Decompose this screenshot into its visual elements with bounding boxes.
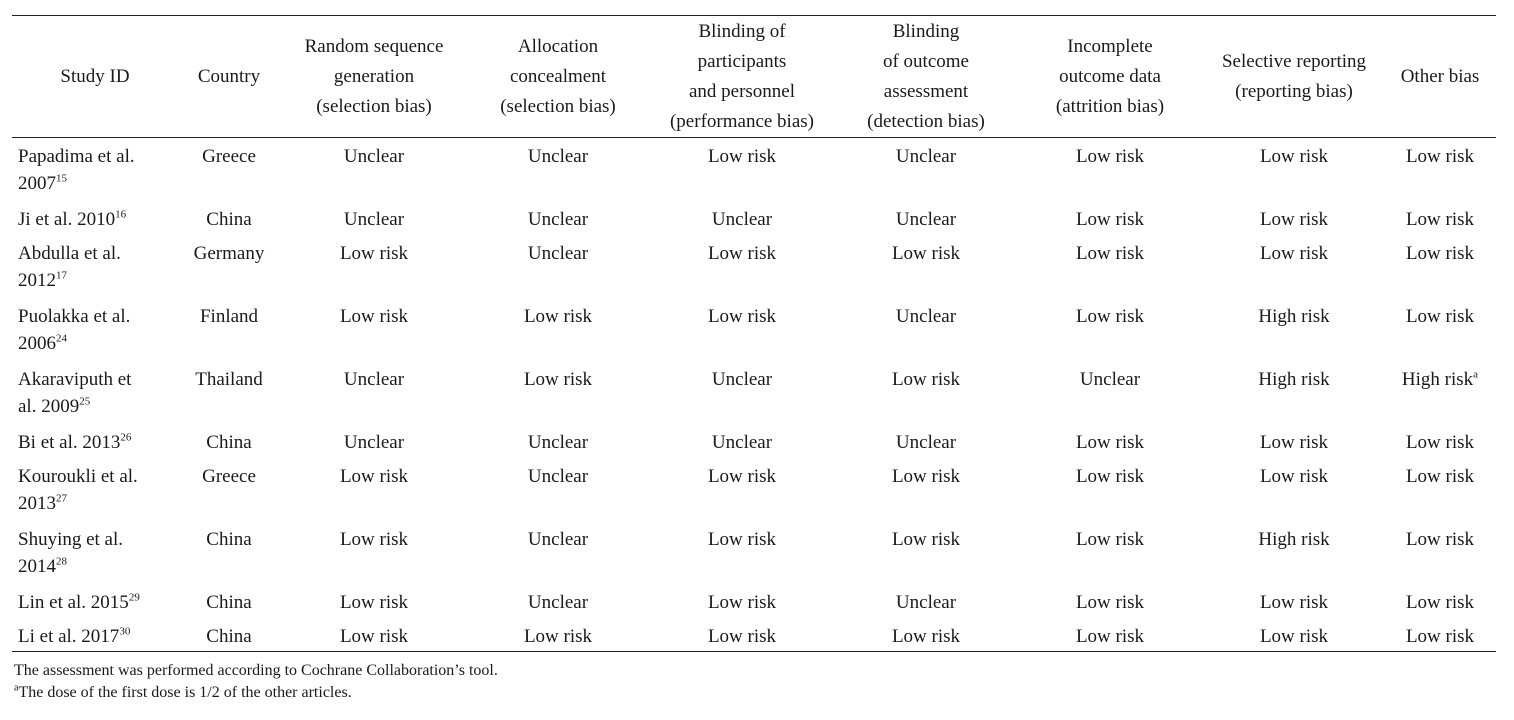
country-cell	[178, 138, 280, 201]
risk-value: Low risk	[707, 305, 777, 327]
reference-number: 15	[56, 172, 67, 185]
risk-value: Low risk	[1259, 465, 1329, 487]
risk-cell	[836, 618, 1016, 652]
risk-cell	[280, 138, 468, 201]
column-header-line: Blinding of	[698, 20, 786, 42]
column-header-line: Random sequence	[304, 35, 444, 57]
risk-value: Low risk	[1259, 208, 1329, 230]
reference-number: 28	[56, 555, 67, 568]
column-header	[1384, 16, 1496, 138]
column-header-line: (reporting bias)	[1235, 80, 1353, 102]
column-header-line: (selection bias)	[316, 95, 432, 117]
risk-value: Unclear	[527, 465, 589, 487]
table-row	[12, 521, 1496, 584]
study-id-cell	[12, 138, 178, 201]
country-cell	[178, 424, 280, 458]
risk-cell	[468, 521, 648, 584]
risk-value: Unclear	[895, 591, 957, 613]
column-header-line: and personnel	[688, 80, 796, 102]
risk-value: Unclear	[711, 368, 773, 390]
column-header	[1016, 16, 1204, 138]
study-id-cell	[12, 584, 178, 618]
risk-value: Unclear	[343, 431, 405, 453]
risk-cell	[1204, 201, 1384, 235]
risk-cell	[1016, 424, 1204, 458]
risk-value: Unclear	[527, 591, 589, 613]
risk-cell	[648, 298, 836, 361]
risk-value: Unclear	[711, 208, 773, 230]
country-cell	[178, 235, 280, 298]
risk-cell	[468, 201, 648, 235]
risk-value: Low risk	[707, 625, 777, 647]
risk-cell	[836, 298, 1016, 361]
risk-value: Unclear	[895, 146, 957, 167]
country-text: Greece	[202, 146, 256, 167]
risk-value: Low risk	[1259, 146, 1329, 167]
risk-value: Low risk	[523, 368, 593, 390]
risk-cell	[648, 361, 836, 424]
risk-cell	[468, 298, 648, 361]
column-header	[1204, 16, 1384, 138]
risk-value: High risk	[1258, 528, 1330, 550]
column-header-line: Selective reporting	[1221, 50, 1367, 72]
reference-number: 17	[56, 269, 67, 282]
risk-value: Unclear	[343, 146, 405, 167]
risk-value: Low risk	[1075, 305, 1145, 327]
table-header	[12, 16, 1496, 138]
risk-cell	[468, 424, 648, 458]
footnote-a	[14, 682, 498, 704]
risk-cell	[1016, 138, 1204, 201]
risk-cell	[280, 235, 468, 298]
country-text: Finland	[199, 305, 259, 327]
column-header-line: concealment	[509, 65, 606, 87]
study-id-text: al. 2009	[18, 395, 80, 417]
table-row	[12, 458, 1496, 521]
risk-cell	[1204, 138, 1384, 201]
risk-cell	[836, 521, 1016, 584]
risk-cell	[280, 361, 468, 424]
risk-value: Low risk	[1259, 625, 1329, 647]
table-row	[12, 424, 1496, 458]
risk-cell	[1384, 201, 1496, 235]
column-header-line: Incomplete	[1067, 35, 1153, 57]
column-header-line: assessment	[883, 80, 969, 102]
risk-cell	[1016, 235, 1204, 298]
footnote-marker: a	[14, 682, 19, 694]
risk-cell	[280, 424, 468, 458]
risk-cell	[836, 424, 1016, 458]
study-id-text: Puolakka et al.	[18, 305, 131, 327]
risk-cell	[1016, 584, 1204, 618]
risk-cell	[648, 235, 836, 298]
table-row	[12, 138, 1496, 201]
risk-value: Low risk	[1075, 528, 1145, 550]
risk-cell	[280, 521, 468, 584]
study-id-text: 2006	[18, 332, 56, 354]
risk-cell	[1384, 584, 1496, 618]
risk-value: High risk	[1258, 368, 1330, 390]
risk-cell	[1384, 361, 1496, 424]
risk-cell	[1016, 361, 1204, 424]
risk-cell	[468, 138, 648, 201]
study-id-text: Bi et al. 2013	[18, 431, 121, 453]
risk-value: Low risk	[707, 465, 777, 487]
risk-cell	[1204, 424, 1384, 458]
risk-value: Unclear	[527, 528, 589, 550]
risk-value: Low risk	[1075, 625, 1145, 647]
country-text: China	[206, 591, 252, 613]
risk-cell	[836, 361, 1016, 424]
study-id-cell	[12, 235, 178, 298]
study-id-text: 2014	[18, 555, 56, 577]
risk-value: Low risk	[339, 625, 409, 647]
risk-cell	[280, 584, 468, 618]
country-cell	[178, 458, 280, 521]
risk-value: Low risk	[1259, 431, 1329, 453]
country-text: Germany	[193, 242, 265, 264]
column-header-line: participants	[697, 50, 787, 72]
country-cell	[178, 618, 280, 652]
risk-value: Low risk	[891, 368, 961, 390]
risk-value: Unclear	[527, 208, 589, 230]
study-id-cell	[12, 424, 178, 458]
table-row	[12, 584, 1496, 618]
risk-value: Low risk	[339, 528, 409, 550]
risk-cell	[280, 201, 468, 235]
risk-cell	[1204, 235, 1384, 298]
study-id-text: Abdulla et al.	[18, 242, 121, 264]
risk-value: Low risk	[1405, 465, 1475, 487]
study-id-cell	[12, 298, 178, 361]
risk-cell	[1384, 458, 1496, 521]
column-header-line: Allocation	[517, 35, 599, 57]
column-header-line: (performance bias)	[669, 110, 814, 132]
country-text: Greece	[202, 465, 256, 487]
column-header-line: outcome data	[1059, 65, 1161, 87]
country-cell	[178, 201, 280, 235]
risk-value: Low risk	[1259, 242, 1329, 264]
risk-cell	[1204, 618, 1384, 652]
risk-cell	[1204, 298, 1384, 361]
risk-cell	[1384, 618, 1496, 652]
table-row	[12, 235, 1496, 298]
table-row	[12, 298, 1496, 361]
risk-value: Low risk	[1259, 591, 1329, 613]
risk-value: Low risk	[339, 465, 409, 487]
study-id-text: Shuying et al.	[18, 528, 124, 550]
risk-cell	[468, 618, 648, 652]
risk-value: High risk	[1258, 305, 1330, 327]
risk-cell	[648, 138, 836, 201]
risk-value: Low risk	[1075, 208, 1145, 230]
country-cell	[178, 521, 280, 584]
risk-value: Low risk	[1405, 146, 1475, 167]
risk-value: Low risk	[707, 591, 777, 613]
risk-value: Unclear	[1079, 368, 1141, 390]
study-id-text: Papadima et al.	[18, 146, 135, 167]
column-header	[648, 16, 836, 138]
risk-value: Low risk	[1405, 528, 1475, 550]
column-header-line: (detection bias)	[867, 110, 985, 132]
risk-cell	[1204, 361, 1384, 424]
study-id-text: Akaraviputh et	[18, 368, 132, 390]
risk-value: Low risk	[339, 591, 409, 613]
risk-cell	[836, 201, 1016, 235]
risk-value: Low risk	[1075, 146, 1145, 167]
risk-value: Unclear	[895, 305, 957, 327]
study-id-text: Lin et al. 2015	[18, 591, 129, 613]
footnote-marker: a	[1473, 368, 1479, 381]
risk-value: Low risk	[891, 242, 961, 264]
risk-value: Unclear	[343, 208, 405, 230]
risk-value: Low risk	[707, 528, 777, 550]
risk-value: Low risk	[1405, 305, 1475, 327]
risk-cell	[1204, 521, 1384, 584]
risk-cell	[468, 584, 648, 618]
risk-value: Low risk	[1075, 431, 1145, 453]
column-header-line: Other bias	[1400, 65, 1480, 87]
study-id-cell	[12, 618, 178, 652]
risk-cell	[1016, 618, 1204, 652]
column-header-line: (selection bias)	[500, 95, 616, 117]
study-id-text: Kouroukli et al.	[18, 465, 138, 487]
country-cell	[178, 298, 280, 361]
study-id-cell	[12, 201, 178, 235]
risk-cell	[836, 235, 1016, 298]
column-header-line: Study ID	[60, 65, 130, 87]
table-row	[12, 618, 1496, 652]
reference-number: 25	[79, 395, 91, 408]
risk-value: Low risk	[1405, 242, 1475, 264]
country-cell	[178, 584, 280, 618]
risk-cell	[1016, 298, 1204, 361]
risk-value: Unclear	[527, 146, 589, 167]
study-id-text: Ji et al. 2010	[18, 208, 116, 230]
table-row	[12, 361, 1496, 424]
column-header-line: generation	[333, 65, 415, 87]
risk-cell	[1016, 458, 1204, 521]
risk-value: Unclear	[895, 431, 957, 453]
study-id-text: 2007	[18, 173, 56, 194]
risk-value: Low risk	[891, 625, 961, 647]
risk-value: High risk	[1401, 368, 1474, 390]
risk-value: Unclear	[527, 431, 589, 453]
column-header	[468, 16, 648, 138]
country-text: China	[206, 431, 252, 453]
risk-value: Low risk	[1075, 242, 1145, 264]
footnote-method: The assessment was performed according to Cochrane Collaboration’s tool.	[14, 662, 498, 679]
country-text: China	[206, 625, 252, 647]
column-header-line: of outcome	[882, 50, 969, 72]
risk-value: Unclear	[895, 208, 957, 230]
table-row	[12, 201, 1496, 235]
study-id-cell	[12, 458, 178, 521]
country-cell	[178, 361, 280, 424]
country-text: China	[206, 208, 252, 230]
column-header-line: (attrition bias)	[1055, 95, 1165, 117]
risk-value: Low risk	[523, 305, 593, 327]
risk-cell	[468, 235, 648, 298]
risk-cell	[280, 298, 468, 361]
risk-cell	[836, 458, 1016, 521]
study-id-cell	[12, 361, 178, 424]
risk-cell	[648, 458, 836, 521]
risk-cell	[1384, 138, 1496, 201]
risk-cell	[1204, 584, 1384, 618]
reference-number: 27	[56, 492, 67, 505]
risk-value: Low risk	[707, 146, 777, 167]
table-footnotes	[14, 660, 498, 704]
risk-value: Low risk	[707, 242, 777, 264]
risk-cell	[468, 458, 648, 521]
risk-cell	[468, 361, 648, 424]
reference-number: 26	[120, 431, 132, 444]
table-body	[12, 138, 1496, 652]
header-row	[12, 16, 1496, 138]
risk-value: Unclear	[711, 431, 773, 453]
risk-cell	[1384, 235, 1496, 298]
risk-cell	[1384, 521, 1496, 584]
risk-value: Low risk	[339, 242, 409, 264]
risk-value: Unclear	[343, 368, 405, 390]
risk-value: Low risk	[1405, 208, 1475, 230]
column-header	[12, 16, 178, 138]
column-header	[836, 16, 1016, 138]
study-id-text: 2013	[18, 492, 56, 514]
risk-value: Unclear	[527, 242, 589, 264]
study-id-cell	[12, 521, 178, 584]
study-id-text: 2012	[18, 269, 56, 291]
risk-cell	[1204, 458, 1384, 521]
risk-cell	[1384, 298, 1496, 361]
risk-cell	[1016, 521, 1204, 584]
risk-value: Low risk	[1405, 591, 1475, 613]
risk-value: Low risk	[891, 465, 961, 487]
column-header	[280, 16, 468, 138]
risk-cell	[648, 201, 836, 235]
risk-value: Low risk	[1405, 431, 1475, 453]
country-text: Thailand	[195, 368, 263, 390]
column-header-line: Blinding	[892, 20, 960, 42]
risk-cell	[836, 138, 1016, 201]
risk-cell	[1384, 424, 1496, 458]
reference-number: 30	[119, 625, 131, 638]
column-header-line: Country	[197, 65, 261, 87]
risk-cell	[648, 521, 836, 584]
risk-value: Low risk	[891, 528, 961, 550]
risk-cell	[280, 458, 468, 521]
reference-number: 24	[56, 332, 67, 345]
risk-cell	[648, 424, 836, 458]
risk-value: Low risk	[1405, 625, 1475, 647]
country-text: China	[206, 528, 252, 550]
reference-number: 29	[128, 591, 140, 604]
risk-value: Low risk	[1075, 591, 1145, 613]
footnote-a-text: The dose of the first dose is 1/2 of the other articles.	[18, 684, 352, 701]
reference-number: 16	[115, 208, 127, 221]
risk-cell	[280, 618, 468, 652]
study-id-text: Li et al. 2017	[18, 625, 120, 647]
risk-value: Low risk	[1075, 465, 1145, 487]
risk-value: Low risk	[339, 305, 409, 327]
column-header	[178, 16, 280, 138]
risk-of-bias-table	[12, 15, 1496, 652]
risk-cell	[648, 618, 836, 652]
risk-value: Low risk	[523, 625, 593, 647]
risk-cell	[836, 584, 1016, 618]
risk-cell	[1016, 201, 1204, 235]
risk-cell	[648, 584, 836, 618]
